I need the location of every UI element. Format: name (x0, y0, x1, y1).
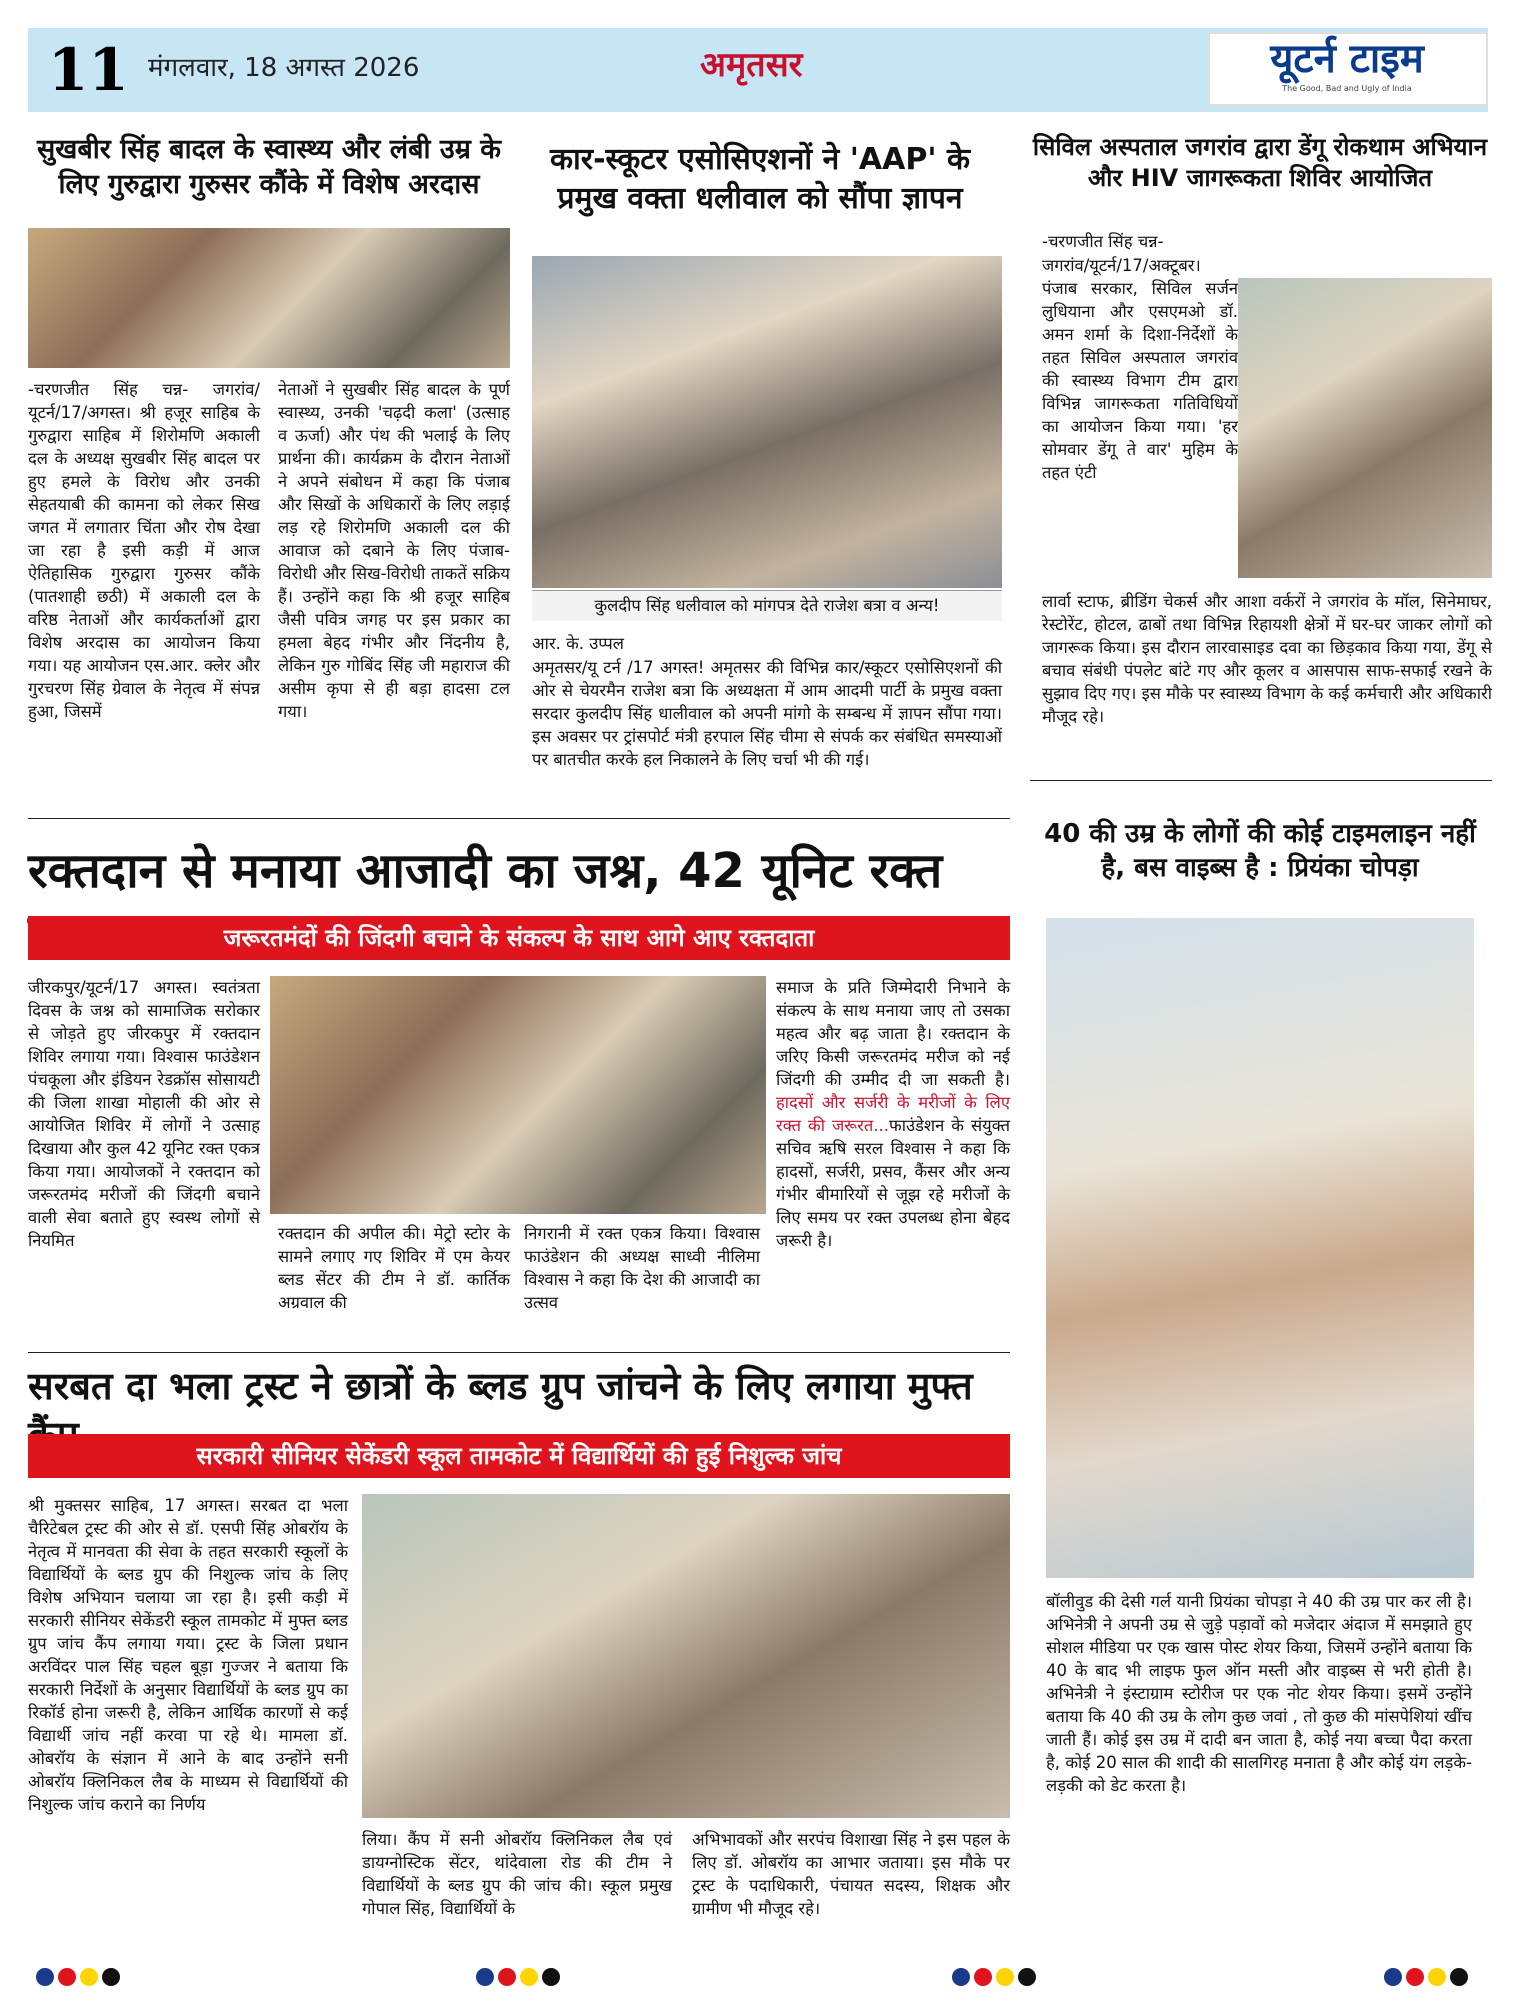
registration-dot (1428, 1968, 1446, 1986)
article4-subhead: जरूरतमंदों की जिंदगी बचाने के संकल्प के साथ आगे आए रक्तदाता (28, 916, 1010, 960)
registration-dot (476, 1968, 494, 1986)
article3-headline: सिविल अस्पताल जगरांव द्वारा डेंगू रोकथाम अभियान और HIV जागरूकता शिविर आयोजित (1032, 133, 1488, 193)
article5-photo (1046, 918, 1474, 1578)
article1-col2: नेताओं ने सुखबीर सिंह बादल के पूर्ण स्वास्थ्य, उनकी 'चढ़दी कला' (उत्साह व ऊर्जा) और पंथ की भलाई के लिए प्रार्थना की। कार्यक्रम के दौरान नेताओं ने अपने संबोधन में कहा कि पंजाब और सिखों के अधिकारों के लिए लड़ाई लड़ रहे शिरोमणि अकाली दल की आवाज को दबाने के लिए पंजाब-विरोधी और सिख-विरोधी ताकतें सक्रिय हैं। उन्होंने कहा कि श्री हजूर साहिब जैसी पवित्र जगह पर इस प्रकार का हमला बेहद गंभीर और निंदनीय है, लेकिन गुरु गोबिंद सिंह जी महाराज की असीम कृपा से ही बड़ा हादसा टल गया। (278, 380, 510, 721)
registration-dot (520, 1968, 538, 1986)
article6-col1: श्री मुक्तसर साहिब, 17 अगस्त। सरबत दा भला चैरिटेबल ट्रस्ट की ओर से डॉ. एसपी सिंह ओबरॉय के नेतृत्व में मानवता की सेवा के तहत सरकारी स्कूलों के विद्यार्थियों के ब्लड ग्रुप की निशुल्क जांच के लिए विशेष अभियान चलाया जा रहा है। इसी कड़ी में सरकारी सीनियर सेकेंडरी स्कूल तामकोट में मुफ्त ब्लड ग्रुप जांच कैंप लगाया गया। ट्रस्ट के जिला प्रधान अरविंदर पाल सिंह चहल बूड़ा गुज्जर ने बताया कि सरकारी निर्देशों के अनुसार विद्यार्थियों के ब्लड ग्रुप का रिकॉर्ड होना जरूरी है, लेकिन आर्थिक कारणों से कई विद्यार्थी जांच नहीं करवा पा रहे थे। मामला डॉ. ओबरॉय के संज्ञान में आने के बाद उन्होंने सनी ओबरॉय क्लिनिकल लैब के माध्यम से विद्यार्थियों की निशुल्क जांच कराने का निर्णय (28, 1496, 348, 1814)
article2-byline: आर. के. उप्पल (532, 634, 624, 653)
page-number: 11 (48, 36, 129, 104)
registration-dot (498, 1968, 516, 1986)
logo-tagline: The Good, Bad and Ugly of India (1282, 84, 1412, 93)
article4-headline: रक्तदान से मनाया आजादी का जश्न, 42 यूनिट रक्त (28, 843, 943, 899)
article4-col4-top: समाज के प्रति जिम्मेदारी निभाने के संकल्प के साथ मनाया जाए तो उसका महत्व और बढ़ जाता है। रक्तदान के जरिए किसी जरूरतमंद मरीज को नई जिंदगी की उम्मीद दी जा सकती है। (776, 978, 1010, 1089)
section-divider (28, 818, 1010, 819)
registration-dot (952, 1968, 970, 1986)
article1-photo (28, 228, 510, 368)
article6-subhead: सरकारी सीनियर सेकेंडरी स्कूल तामकोट में विद्यार्थियों की हुई निशुल्क जांच (28, 1434, 1010, 1478)
article4-col4-rest: फाउंडेशन के संयुक्त सचिव ऋषि सरल विश्वास ने कहा कि हादसों, सर्जरी, प्रसव, कैंसर और अन्य गंभीर बीमारियों से जूझ रहे मरीजों के लिए समय पर रक्त उपलब्ध होना बेहद जरूरी है। (776, 1116, 1010, 1250)
section-divider-2 (28, 1352, 1010, 1353)
article4-col3: निगरानी में रक्त एकत्र किया। विश्वास फाउंडेशन की अध्यक्ष साध्वी नीलिमा विश्वास ने कहा कि देश की आजादी का उत्सव (524, 1224, 760, 1312)
article2-body: अमृतसर/यू टर्न /17 अगस्त! अमृतसर की विभिन्न कार/स्कूटर एसोसिएशनों की ओर से चेयरमैन राजेश बत्रा कि अध्यक्षता में आम आदमी पार्टी के प्रमुख वक्ता सरदार कुलदीप सिंह धालीवाल को अपनी मांगो के सम्बन्ध में ज्ञापन सौंपा गया। इस अवसर पर ट्रांसपोर्ट मंत्री हरपाल सिंह चीमा से संपर्क कर संबंधित समस्याओं पर बातचीत करके हल निकालने के लिए चर्चा भी की गई। (532, 658, 1002, 769)
registration-dot (102, 1968, 120, 1986)
article5-headline: 40 की उम्र के लोगों की कोई टाइमलाइन नहीं है, बस वाइब्स है : प्रियंका चोपड़ा (1044, 819, 1476, 883)
article6-col3: अभिभावकों और सरपंच विशाखा सिंह ने इस पहल के लिए डॉ. ओबरॉय का आभार जताया। इस मौके पर ट्रस्ट के पदाधिकारी, पंचायत सदस्य, शिक्षक और ग्रामीण भी मौजूद रहे। (692, 1830, 1010, 1918)
registration-dot (1018, 1968, 1036, 1986)
article2-photo (532, 256, 1002, 588)
article3-photo (1238, 278, 1492, 578)
article3-body-bottom: लार्वा स्टाफ, ब्रीडिंग चेकर्स और आशा वर्करों ने जगरांव के मॉल, सिनेमाघर, रेस्टोरेंट, होटल, ढाबों तथा विभिन्न रिहायशी क्षेत्रों में घर-घर जाकर लोगों को जागरूक किया। इस दौरान लारवासाइड दवा का छिड़काव किया गया, डेंगू से बचाव संबंधी पंपलेट बांटे गए और कूलर व आसपास साफ-सफाई रखने के सुझाव दिए गए। इस मौके पर स्वास्थ्य विभाग के कई कर्मचारी और अधिकारी मौजूद रहे। (1042, 592, 1492, 726)
masthead-city: अमृतसर (700, 45, 803, 85)
article4-col2: रक्तदान की अपील की। मेट्रो स्टोर के सामने लगाए गए शिविर में एम केयर ब्लड सेंटर की टीम ने डॉ. कार्तिक अग्रवाल की (278, 1224, 510, 1312)
masthead-date: मंगलवार, 18 अगस्त 2026 (148, 53, 420, 83)
registration-dot (80, 1968, 98, 1986)
article3-body-top: जगरांव/यूटर्न/17/अक्टूबर। पंजाब सरकार, सिविल सर्जन लुधियाना और एसएमओ डॉ. अमन शर्मा के दिशा-निर्देशों के तहत सिविल अस्पताल जगरांव की स्वास्थ्य विभाग टीम द्वारा विभिन्न जागरूकता गतिविधियों का आयोजन किया गया। 'हर सोमवार डेंगू ते वार' मुहिम के तहत एंटी (1042, 256, 1238, 482)
registration-marks-4 (1384, 1968, 1472, 1986)
article3-byline: -चरणजीत सिंह चन्न- (1042, 232, 1164, 251)
article6-photo (362, 1494, 1010, 1818)
article6-col2: लिया। कैंप में सनी ओबरॉय क्लिनिकल लैब एवं डायग्नोस्टिक सेंटर, थांदेवाला रोड की टीम ने विद्यार्थियों के ब्लड ग्रुप की जांच की। स्कूल प्रमुख गोपाल सिंह, विद्यार्थियों के (362, 1830, 672, 1918)
registration-dot (58, 1968, 76, 1986)
article1-col1: -चरणजीत सिंह चन्न- जगरांव/यूटर्न/17/अगस्त। श्री हजूर साहिब के गुरुद्वारा साहिब में शिरोमणि अकाली दल के अध्यक्ष सुखबीर सिंह बादल पर हुए हमले के विरोध और उनकी सेहतयाबी की कामना को लेकर सिख जगत में लगातार चिंता और रोष देखा जा रहा है इसी कड़ी में आज ऐतिहासिक गुरुद्वारा गुरुसर कौंके (पातशाही छठी) में अकाली दल के वरिष्ठ नेताओं और कार्यकर्ताओं द्वारा विशेष अरदास का आयोजन किया गया। यह आयोजन एस.आर. क्लेर और गुरचरण सिंह ग्रेवाल के नेतृत्व में संपन्न हुआ, जिसमें (28, 380, 260, 721)
article4-photo (270, 976, 766, 1214)
registration-dot (996, 1968, 1014, 1986)
registration-dot (1450, 1968, 1468, 1986)
registration-dot (542, 1968, 560, 1986)
article1-headline: सुखबीर सिंह बादल के स्वास्थ्य और लंबी उम्र के लिए गुरुद्वारा गुरुसर कौंके में विशेष अरदास (37, 134, 501, 201)
article5-top-rule (1030, 780, 1492, 781)
registration-dot (36, 1968, 54, 1986)
article5-body: बॉलीवुड की देसी गर्ल यानी प्रियंका चोपड़ा ने 40 की उम्र पार कर ली है। अभिनेत्री ने अपनी उम्र से जुड़े पड़ावों को मजेदार अंदाज में समझाते हुए सोशल मीडिया पर एक खास पोस्ट शेयर किया, जिसमें उन्होंने बताया कि 40 के बाद भी लाइफ फुल ऑन मस्ती और वाइब्स से भरी होती है। अभिनेत्री ने इंस्टाग्राम स्टोरीज पर एक नोट शेयर किया। इसमें उन्होंने बताया कि 40 की उम्र के लोग कुछ जवां , तो कुछ की मांसपेशियां खींच जाती हैं। कोई इस उम्र में दादी बन जाता है, कोई नया बच्चा पैदा करता है, कोई 20 साल की शादी की सालगिरह मनाता है और कोई यंग लड़के-लड़की को डेट करता है। (1046, 1592, 1472, 1795)
article4-col1: जीरकपुर/यूटर्न/17 अगस्त। स्वतंत्रता दिवस के जश्न को सामाजिक सरोकार से जोड़ते हुए जीरकपुर में रक्तदान शिविर लगाया गया। विश्वास फाउंडेशन पंचकूला और इंडियन रेडक्रॉस सोसायटी की जिला शाखा मोहाली की ओर से आयोजित शिविर में लोगों ने उत्साह दिखाया और कुल 42 यूनिट रक्त एकत्र किया गया। आयोजकों ने रक्तदान को जरूरतमंद मरीजों की जिंदगी बचाने वाली सेवा बताते हुए स्वस्थ लोगों से नियमित (28, 978, 260, 1250)
article2-caption: कुलदीप सिंह धलीवाल को मांगपत्र देते राजेश बत्रा व अन्य! (532, 590, 1002, 621)
registration-marks-2 (476, 1968, 564, 1986)
registration-dot (974, 1968, 992, 1986)
logo: यूटर्न टाइम (1270, 36, 1424, 82)
article4-col4 (776, 976, 1010, 1346)
registration-dot (1384, 1968, 1402, 1986)
registration-marks-1 (36, 1968, 124, 1986)
article2-headline: कार-स्कूटर एसोसिएशनों ने 'AAP' के प्रमुख वक्ता धलीवाल को सौंपा ज्ञापन (550, 142, 970, 216)
article4-col4-highlight: हादसों और सर्जरी के मरीजों के लिए रक्त की जरूरत... (776, 1093, 1010, 1135)
registration-dot (1406, 1968, 1424, 1986)
registration-marks-3 (952, 1968, 1040, 1986)
article6-headline: सरबत दा भला ट्रस्ट ने छात्रों के ब्लड ग्रुप जांचने के लिए लगाया मुफ्त (28, 1364, 973, 1408)
